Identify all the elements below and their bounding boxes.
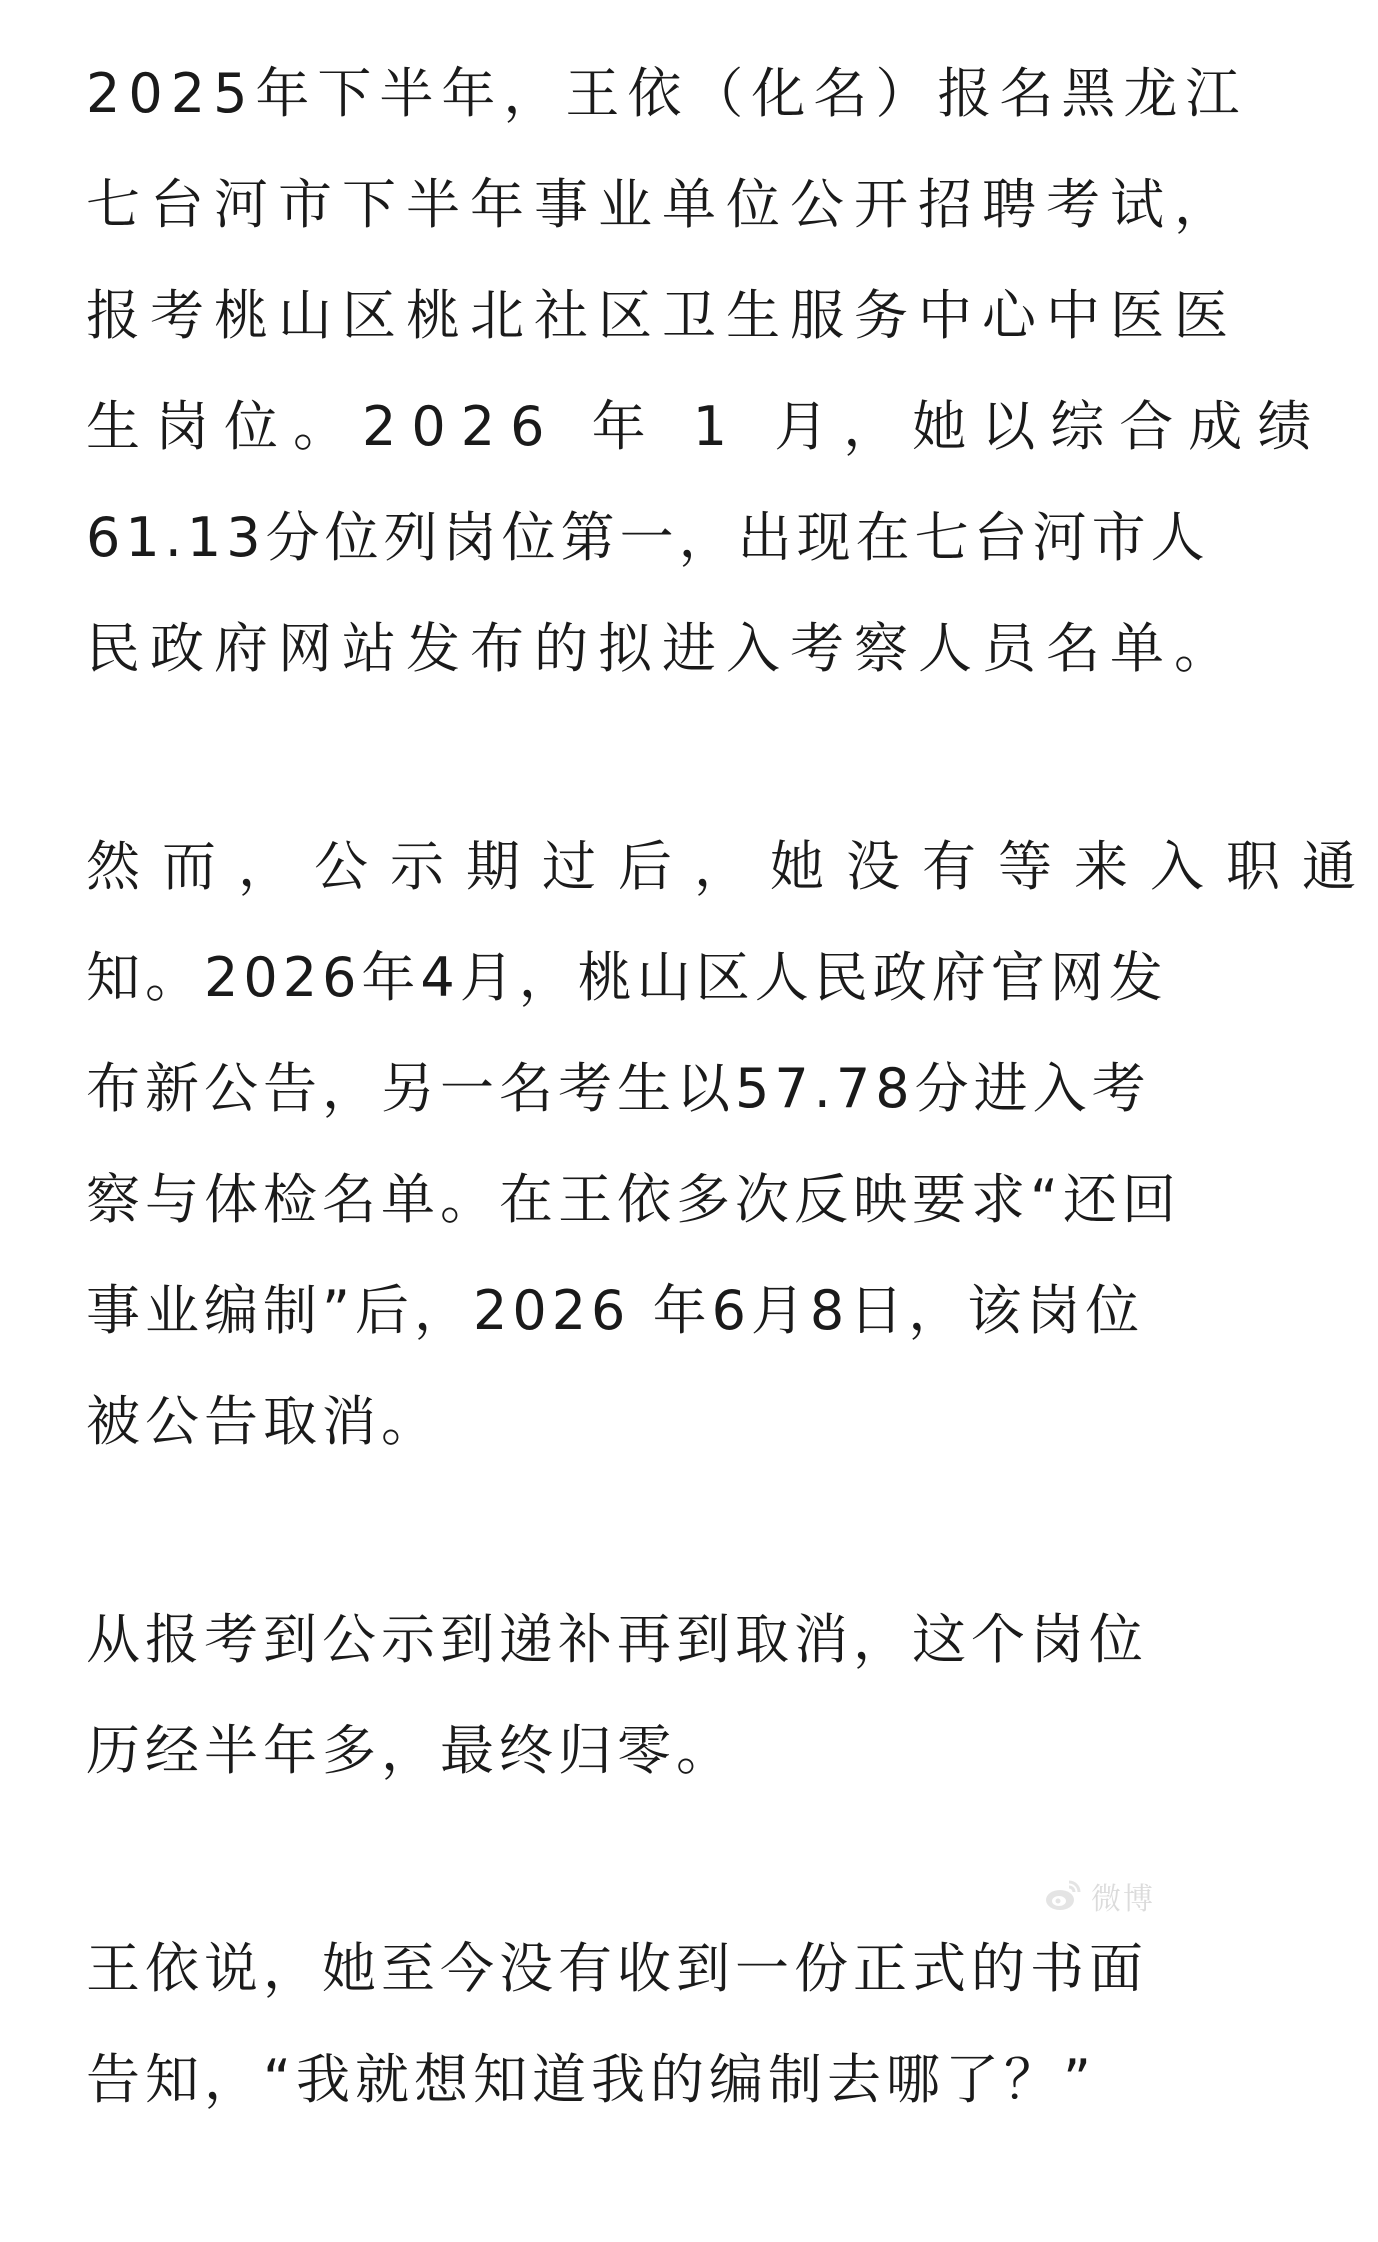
text-line: 民政府网站发布的拟进入考察人员名单。 [86, 617, 1238, 680]
text-line: 61.13分位列岗位第一，出现在七台河市人 [86, 506, 1210, 569]
text-line: 知。2026年4月，桃山区人民政府官网发 [86, 946, 1168, 1009]
paragraph-2 [86, 811, 1378, 1477]
text-line: 报考桃山区桃北社区卫生服务中心中医医 [86, 284, 1238, 347]
text-line: 告知，“我就想知道我的编制去哪了？” [86, 2048, 1096, 2111]
watermark-text: 微博 [1091, 1882, 1155, 1917]
text-line: 事业编制”后，2026 年6月8日，该岗位 [86, 1279, 1145, 1342]
watermark [1043, 1874, 1155, 1918]
text-line: 王依说，她至今没有收到一份正式的书面 [86, 1937, 1148, 2000]
text-line: 然而，公示期过后，她没有等来入职通 [86, 835, 1378, 898]
text-line: 生岗位。2026 年 1 月，她以综合成绩 [86, 395, 1327, 458]
text-line: 从报考到公示到递补再到取消，这个岗位 [86, 1608, 1148, 1671]
text-line: 被公告取消。 [86, 1390, 440, 1453]
paragraph-3 [86, 1584, 1148, 1806]
text-line: 布新公告，另一名考生以57.78分进入考 [86, 1057, 1151, 1120]
paragraph-4 [86, 1913, 1148, 2135]
text-line: 2025年下半年，王依（化名）报名黑龙江 [86, 62, 1248, 125]
text-line: 历经半年多，最终归零。 [86, 1719, 735, 1782]
paragraph-1 [86, 38, 1327, 704]
text-line: 七台河市下半年事业单位公开招聘考试， [86, 173, 1238, 236]
weibo-logo-icon [1043, 1876, 1083, 1916]
text-line: 察与体检名单。在王依多次反映要求“还回 [86, 1168, 1181, 1231]
